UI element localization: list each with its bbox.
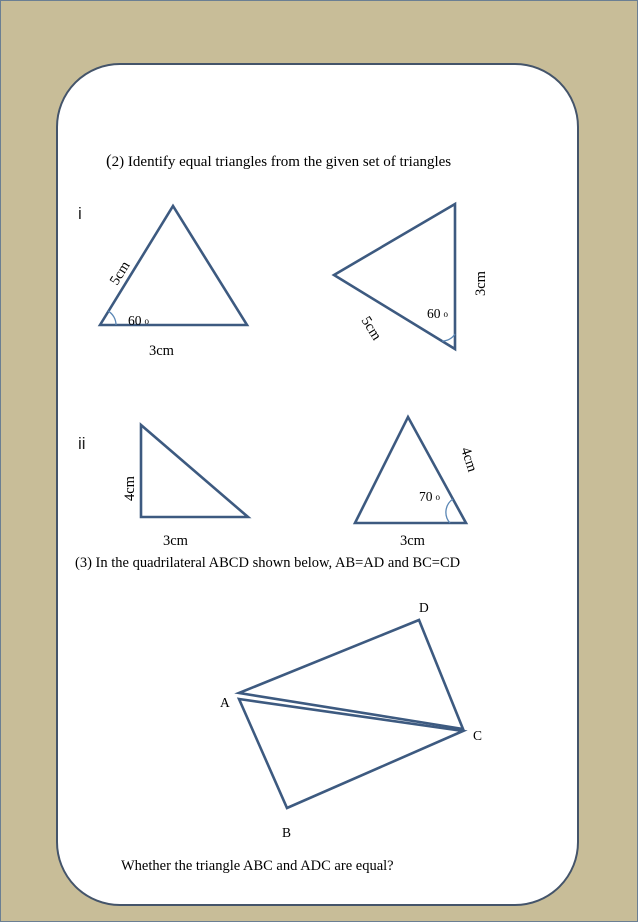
triangle-ii-2-angle-label: 70 o bbox=[419, 489, 440, 504]
triangle-i-1-base-label: 3cm bbox=[149, 343, 174, 359]
triangle-i-1 bbox=[100, 206, 247, 359]
triangle-i-1-angle-label: 60 o bbox=[128, 313, 149, 328]
vertex-b-label: B bbox=[282, 825, 292, 840]
triangle-ii-1-base-label: 3cm bbox=[163, 533, 188, 549]
triangle-i-2 bbox=[334, 204, 489, 349]
question-3-text: (3) In the quadrilateral ABCD shown below, AB=AD and BC=CD bbox=[75, 555, 461, 571]
triangle-ii-2-slant-label: 4cm bbox=[457, 445, 481, 474]
triangle-i-2-slant-label: 5cm bbox=[357, 313, 385, 344]
triangle-ii-2 bbox=[355, 417, 480, 549]
vertex-c-label: C bbox=[473, 728, 483, 743]
final-question-text: Whether the triangle ABC and ADC are equal? bbox=[121, 858, 394, 874]
triangle-ii-2-base-label: 3cm bbox=[400, 533, 425, 549]
triangle-i-2-vertical-label: 3cm bbox=[473, 271, 489, 296]
triangle-i-1-side-label: 5cm bbox=[106, 258, 134, 289]
triangle-ii-1 bbox=[122, 425, 248, 549]
quadrilateral-abcd bbox=[220, 600, 482, 840]
question-2-text: (2) Identify equal triangles from the given set of triangles bbox=[106, 151, 452, 170]
triangle-i-2-angle-label: 60 o bbox=[427, 306, 448, 321]
vertex-d-label: D bbox=[419, 600, 429, 615]
triangle-ii-1-height-label: 4cm bbox=[122, 476, 138, 501]
vertex-a-label: A bbox=[220, 695, 230, 710]
part-i-label: i bbox=[78, 204, 82, 223]
part-ii-label: ii bbox=[78, 434, 86, 453]
